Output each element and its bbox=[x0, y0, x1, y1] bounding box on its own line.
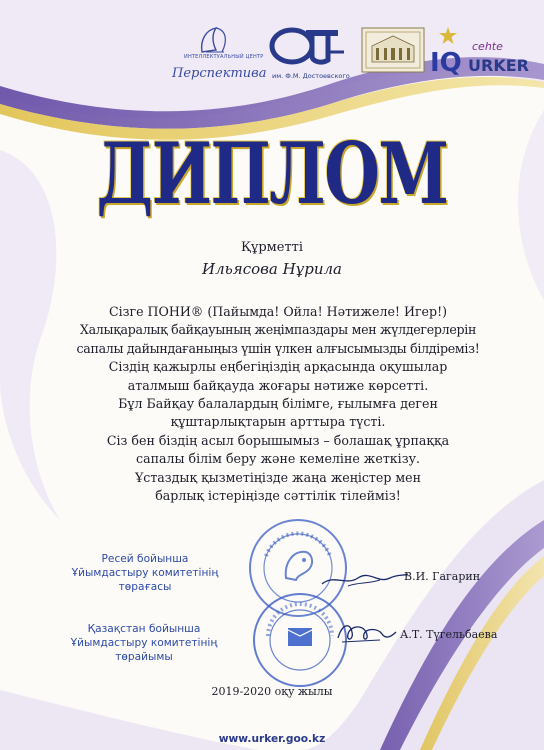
perspektiva-small-text: ИНТЕЛЛЕКТУАЛЬНЫЙ ЦЕНТР bbox=[184, 54, 264, 60]
body-text bbox=[58, 303, 498, 505]
body-line: құштарлықтарын арттыра түсті. bbox=[170, 414, 386, 430]
body-line: Халықаралық байқауының жеңімпаздары мен жүлдегерлерін bbox=[79, 322, 477, 338]
body-line: Ұстаздық қызметіңізде жаңа жеңістер мен bbox=[134, 469, 422, 485]
signature-gagarin bbox=[318, 566, 410, 590]
org-line: төрағасы bbox=[118, 581, 172, 593]
diploma-title: ДИПЛОМ bbox=[96, 124, 448, 223]
body-line: сапалы білім беру және кемеліне жеткізу. bbox=[136, 451, 420, 467]
body-line: Сізге ПОНИ® (Пайымда! Ойла! Нәтижеле! Игер!) bbox=[108, 304, 448, 319]
urker-text: URKER bbox=[468, 56, 529, 75]
org-line: Ұйымдастыру комитетінің bbox=[70, 637, 218, 649]
salutation: Құрметті bbox=[240, 240, 304, 255]
org-line: Ресей бойынша bbox=[101, 553, 189, 565]
omgu-subtitle: им. Ф.М. Достоевского bbox=[272, 72, 350, 80]
body-line: сапалы дайындағаныңыз үшін үлкен алғысымызды білдіреміз! bbox=[76, 340, 480, 356]
org-line: Қазақстан бойынша bbox=[87, 623, 201, 635]
body-line: барлық істеріңізде сәттілік тілейміз! bbox=[155, 488, 401, 504]
omgu-logo bbox=[266, 22, 356, 86]
signature-tugelbayeva bbox=[332, 618, 398, 646]
org-line: Ұйымдастыру комитетінің bbox=[71, 567, 219, 579]
signer-russia-name: В.И. Гагарин bbox=[404, 570, 481, 583]
recipient-name: Ильясова Нұрила bbox=[201, 260, 342, 278]
signer-kazakhstan-name: А.Т. Түгельбаева bbox=[400, 628, 498, 641]
body-line: Бұл Байқау балалардың білімге, ғылымға деген bbox=[118, 396, 438, 412]
building-emblem bbox=[360, 22, 426, 86]
academic-year: 2019-2020 оқу жылы bbox=[211, 685, 333, 698]
body-line: аталмыш байқауда жоғары нәтиже көрсетті. bbox=[127, 377, 429, 393]
org-committee-kazakhstan bbox=[56, 622, 232, 664]
iq-text: IQ bbox=[430, 48, 462, 78]
org-committee-russia bbox=[60, 552, 230, 594]
perspektiva-logo bbox=[162, 22, 266, 86]
logos-row bbox=[0, 22, 544, 92]
iq-urker-logo bbox=[430, 22, 530, 86]
website-link[interactable]: www.urker.goo.kz bbox=[218, 733, 326, 745]
org-line: төрайымы bbox=[115, 651, 173, 663]
iq-cehte-text: cehte bbox=[472, 40, 503, 53]
perspektiva-name: Перспектива bbox=[172, 66, 267, 81]
body-line: Сіздің қажырлы еңбегіңіздің арқасында оқушылар bbox=[108, 359, 448, 375]
body-line: Сіз бен біздің асыл борышымыз – болашақ ұрпаққа bbox=[106, 432, 450, 448]
